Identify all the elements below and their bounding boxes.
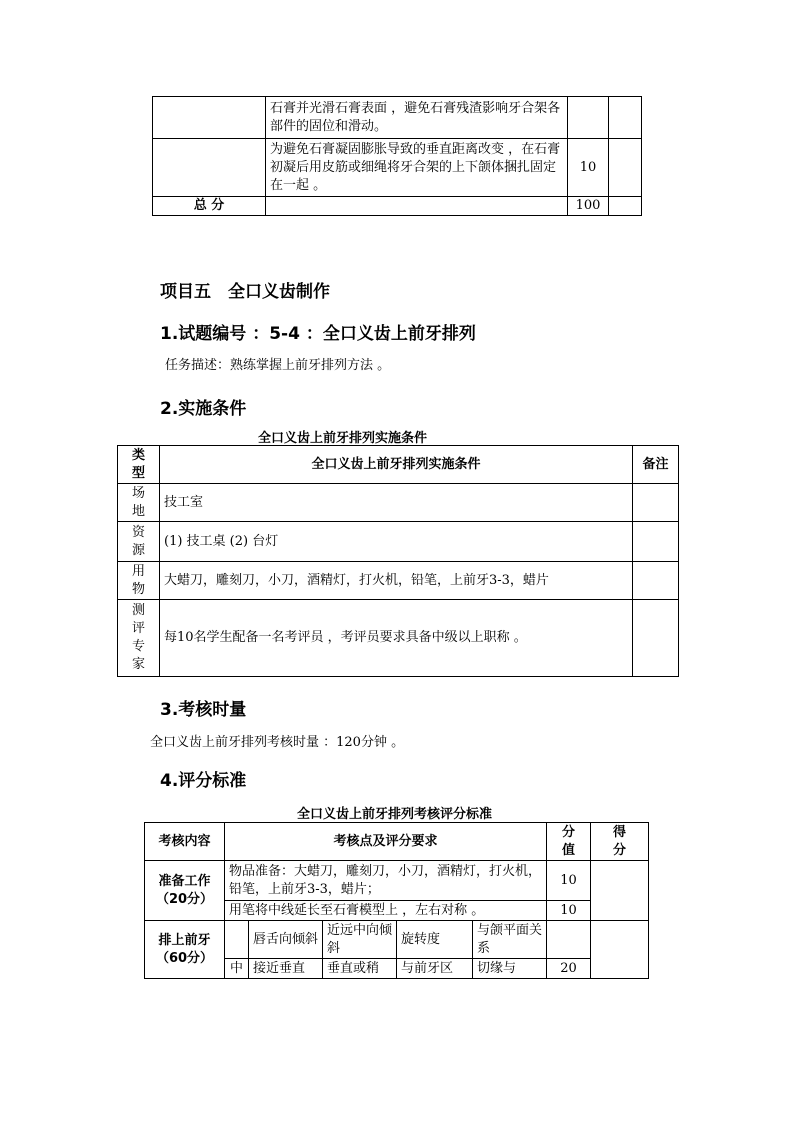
project-title: 项目五 全口义齿制作 [160,282,330,302]
table-cell: 与前牙区 [397,959,473,979]
cond-header-conditions: 全口义齿上前牙排列实施条件 [160,446,633,484]
cond-row-content: 大蜡刀，雕刻刀，小刀，酒精灯，打火机，铅笔，上前牙3-3，蜡片 [160,562,633,600]
table-cell: 切缘与 [473,959,547,979]
prep-item1-score: 10 [547,861,591,901]
top-table-empty [153,97,266,139]
arrange-label: 排上前牙（60分） [155,932,214,966]
top-table-row1-text: 石膏并光滑石膏表面 ，避免石膏残渣影响牙合架各部件的固位和滑动。 [266,97,568,139]
cond-row-type: 场地 [131,485,145,519]
cond-row-type: 资源 [131,524,145,558]
section4-title: 4.评分标准 [160,771,247,791]
cond-header-type: 类型 [118,446,160,484]
total-score: 100 [568,197,609,216]
table-cell: 接近垂直 [249,959,323,979]
sub-header: 旋转度 [397,921,473,959]
sub-header: 唇舌向倾斜 [249,921,323,959]
tooth-label: 中 [225,959,249,979]
prep-item2-score: 10 [547,901,591,921]
cond-table-caption: 全口义齿上前牙排列实施条件 [258,431,428,446]
score-table-caption: 全口义齿上前牙排列考核评分标准 [297,807,493,822]
top-table [152,96,642,216]
top-table-row2-text: 为避免石膏凝固膨胀导致的垂直距离改变 ，在石膏初凝后用皮筋或细绳将牙合架的上下颌体捆扎固定在一起 。 [266,139,568,197]
sub-header: 与颌平面关系 [473,921,547,959]
sub-header: 近远中向倾斜 [323,921,397,959]
top-table-row2-score: 10 [568,139,609,197]
scoring-table [144,822,649,979]
section1-title: 1.试题编号 ：5-4 ：全口义齿上前牙排列 [160,324,476,344]
section3-title: 3.考核时量 [160,700,247,720]
cond-row-content: 每10名学生配备一名考评员 ，考评员要求具备中级以上职称 。 [160,600,633,677]
cond-row-type: 用物 [131,563,145,597]
cond-header-note: 备注 [633,446,679,484]
score-header-points: 考核点及评分要求 [225,823,547,861]
cond-row-content: (1) 技工桌 (2) 台灯 [160,522,633,562]
cond-row-content: 技工室 [160,484,633,522]
score-header-got: 得分 [613,824,627,858]
prep-item1: 物品准备：大蜡刀，雕刻刀，小刀，酒精灯，打火机，铅笔，上前牙3-3，蜡片； [225,861,547,901]
cond-row-type: 测评专家 [131,603,145,672]
task-description: 任务描述：熟练掌握上前牙排列方法 。 [165,358,391,373]
section2-title: 2.实施条件 [160,399,247,419]
total-label: 总 分 [153,197,266,216]
conditions-table [117,445,679,677]
prep-label: 准备工作（20分） [155,873,214,907]
table-cell: 垂直或稍 [323,959,397,979]
score-header-score: 分值 [562,824,576,858]
prep-item2: 用笔将中线延长至石膏模型上 ，左右对称 。 [225,901,547,921]
row-mid-score: 20 [547,959,591,979]
time-text: 全口义齿上前牙排列考核时量 ：120分钟 。 [150,735,405,750]
score-header-content: 考核内容 [145,823,225,861]
